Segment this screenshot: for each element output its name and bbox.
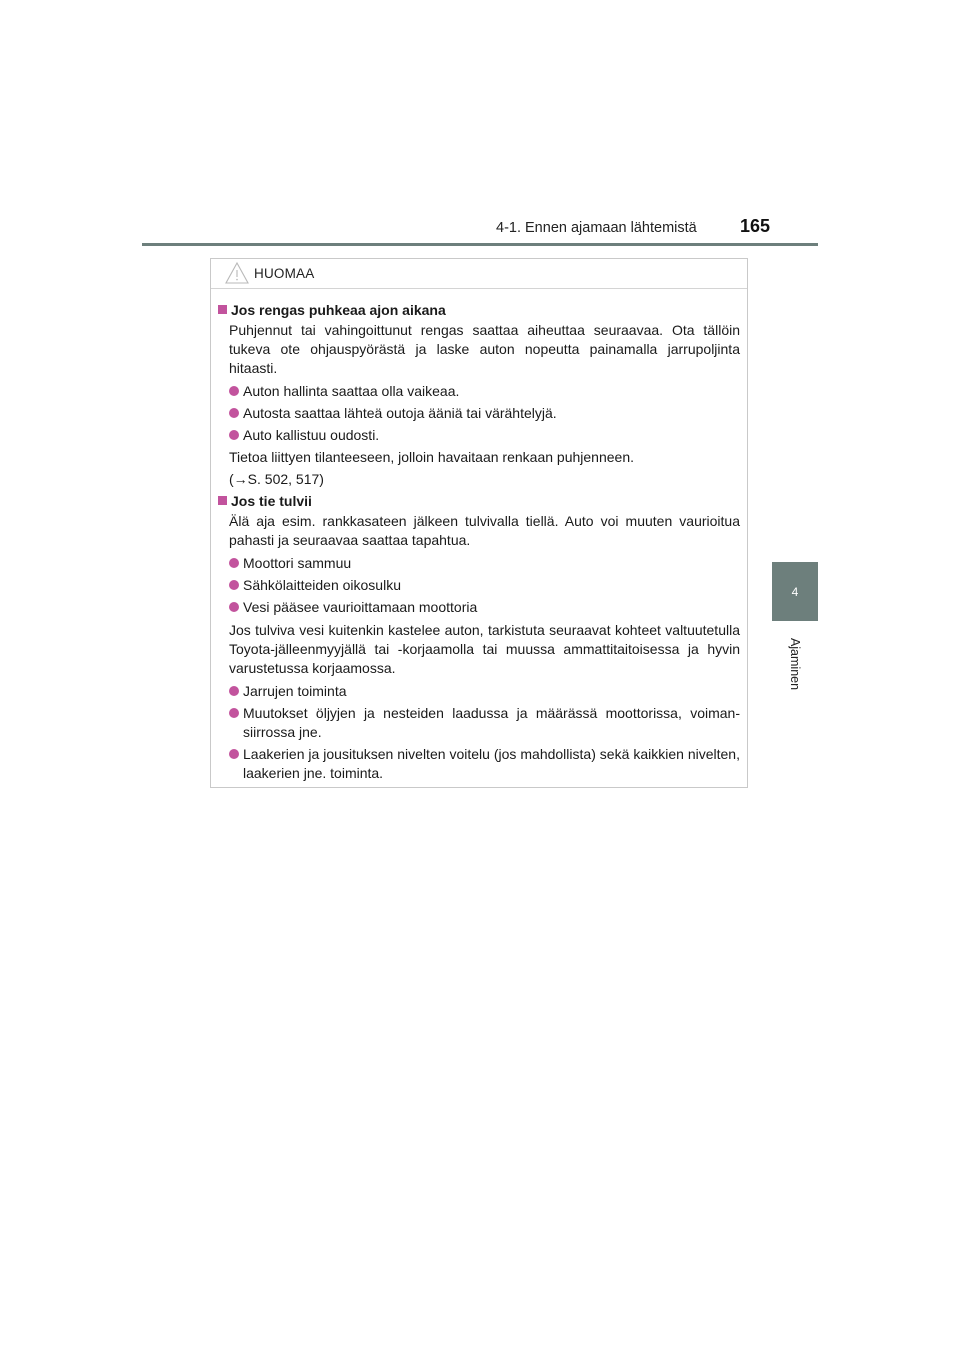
paragraph: Puhjennut tai vahingoittunut rengas saattaa aiheuttaa seuraavaa. Ota tällöin tukeva ote ohjauspyörästä ja laske auton nopeutta painamalla jarrupoljinta hitaasti.: [229, 322, 740, 376]
paragraph: Jos tulviva vesi kuitenkin kastelee auton, tarkistuta seuraavat kohteet valtuutetulla Toyota-jälleenmyyjällä tai -korjaamolla tai muussa ammattitaitoisessa ja hyvin varustetussa korjaamossa.: [229, 622, 740, 676]
list-item: Jarrujen toiminta: [229, 682, 740, 701]
page-number: 165: [740, 216, 771, 236]
list-item: Muutokset öljyjen ja nesteiden laadussa ja määrässä moottorissa, voimansiirrossa jne.: [229, 704, 740, 742]
chapter-label: [762, 626, 828, 702]
section-flat-tire: [218, 301, 740, 489]
notice-title: HUOMAA: [254, 266, 315, 281]
section-flooded-road: [218, 492, 740, 783]
list-item: Autosta saattaa lähteä outoja ääniä tai värähtelyjä.: [229, 404, 740, 423]
chapter-tab: [772, 562, 818, 621]
notice-body: [211, 289, 747, 783]
bullet-dot-icon: [229, 580, 239, 590]
bullet-dot-icon: [229, 602, 239, 612]
warning-triangle-icon: [225, 261, 249, 285]
list-item: Laakerien ja jousituksen nivelten voitelu (jos mahdollista) sekä kaikkien nivelten, laakerien jne. toiminta.: [229, 745, 740, 783]
square-bullet-icon: [218, 305, 227, 314]
page-reference: (→S. 502, 517): [229, 471, 324, 487]
notice-box: [210, 258, 748, 788]
list-item: Sähkölaitteiden oikosulku: [229, 576, 740, 595]
bullet-dot-icon: [229, 708, 239, 718]
list-item: Auton hallinta saattaa olla vaikeaa.: [229, 382, 740, 401]
bullet-dot-icon: [229, 558, 239, 568]
paragraph: Älä aja esim. rankkasateen jälkeen tulvivalla tiellä. Auto voi muuten vaurioitua pahasti ja seuraavaa saattaa tapahtua.: [229, 513, 740, 548]
chapter-number: 4: [791, 584, 799, 599]
bullet-dot-icon: [229, 686, 239, 696]
square-bullet-icon: [218, 496, 227, 505]
list-item: Vesi pääsee vaurioittamaan moottoria: [229, 598, 740, 617]
bullet-dot-icon: [229, 430, 239, 440]
paragraph: Tietoa liittyen tilanteeseen, jolloin havaitaan renkaan puhjenneen.: [229, 449, 634, 465]
list-item: Auto kallistuu oudosti.: [229, 426, 740, 445]
bullet-dot-icon: [229, 408, 239, 418]
list-item: Moottori sammuu: [229, 554, 740, 573]
section-title: 4-1. Ennen ajamaan lähtemistä: [496, 220, 697, 236]
bullet-dot-icon: [229, 749, 239, 759]
bullet-dot-icon: [229, 386, 239, 396]
notice-header: [211, 259, 747, 289]
section-heading: Jos tie tulvii: [218, 492, 740, 511]
header-rule: [142, 243, 818, 246]
chapter-label-text: Ajaminen: [788, 637, 802, 691]
section-heading: Jos rengas puhkeaa ajon aikana: [218, 301, 740, 320]
